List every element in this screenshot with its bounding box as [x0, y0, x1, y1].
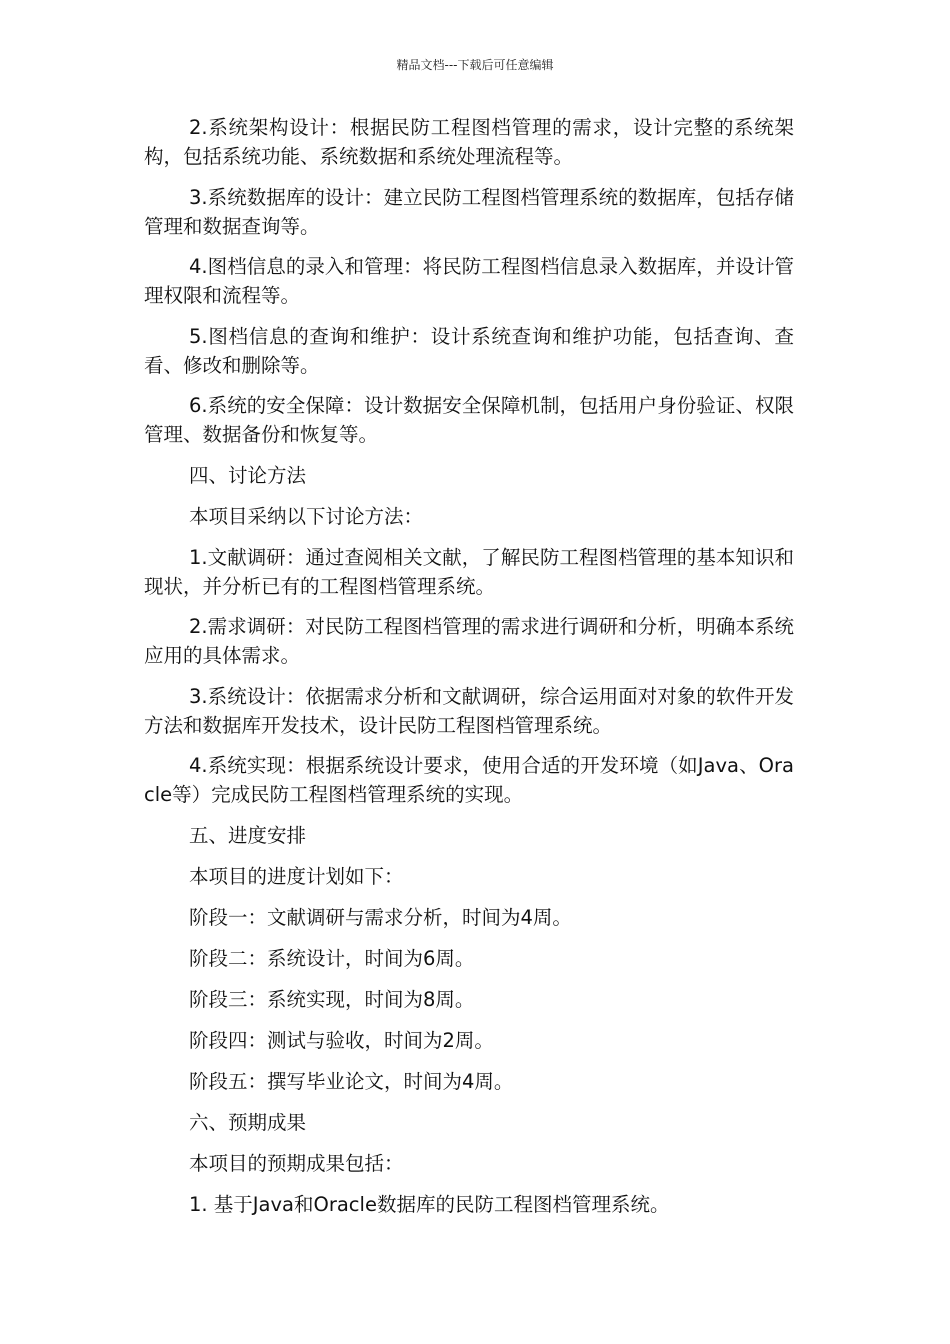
paragraph-outcomes-intro: 本项目的预期成果包括：: [189, 1151, 404, 1175]
schedule-stage-5: 阶段五：撰写毕业论文，时间为4周。: [189, 1069, 514, 1093]
section-heading-schedule: 五、进度安排: [189, 823, 307, 847]
schedule-stage-2: 阶段二：系统设计，时间为6周。: [189, 946, 475, 970]
paragraph-literature-review: 1.文献调研：通过查阅相关文献，了解民防工程图档管理的基本知识和现状，并分析已有的工程图档管理系统。: [144, 545, 794, 598]
schedule-stage-4: 阶段四：测试与验收，时间为2周。: [189, 1028, 494, 1052]
paragraph-system-implementation: 4.系统实现：根据系统设计要求，使用合适的开发环境（如Java、Oracle等）完成民防工程图档管理系统的实现。: [144, 754, 794, 806]
outcome-item-1: 1. 基于Java和Oracle数据库的民防工程图档管理系统。: [189, 1192, 670, 1216]
paragraph-schedule-intro: 本项目的进度计划如下：: [189, 864, 404, 888]
paragraph-requirements-research: 2.需求调研：对民防工程图档管理的需求进行调研和分析，明确本系统应用的具体需求。: [144, 615, 794, 667]
section-heading-methods: 四、讨论方法: [189, 463, 307, 487]
document-body: [144, 113, 794, 1231]
paragraph-query-maintenance: 5.图档信息的查询和维护：设计系统查询和维护功能，包括查询、查看、修改和删除等。: [144, 324, 794, 377]
paragraph-system-architecture: 2.系统架构设计：根据民防工程图档管理的需求，设计完整的系统架构，包括系统功能、系统数据和系统处理流程等。: [144, 116, 794, 168]
page-header: 精品文档---下载后可任意编辑: [396, 58, 554, 72]
paragraph-system-design: 3.系统设计：依据需求分析和文献调研，综合运用面对对象的软件开发方法和数据库开发技术，设计民防工程图档管理系统。: [144, 684, 794, 737]
paragraph-data-entry: 4.图档信息的录入和管理：将民防工程图档信息录入数据库，并设计管理权限和流程等。: [144, 255, 794, 307]
schedule-stage-1: 阶段一：文献调研与需求分析，时间为4周。: [189, 905, 572, 929]
paragraph-database-design: 3.系统数据库的设计：建立民防工程图档管理系统的数据库，包括存储管理和数据查询等。: [144, 185, 794, 238]
paragraph-security: 6.系统的安全保障：设计数据安全保障机制，包括用户身份验证、权限管理、数据备份和恢复等。: [144, 394, 794, 446]
section-heading-outcomes: 六、预期成果: [189, 1110, 307, 1134]
paragraph-methods-intro: 本项目采纳以下讨论方法：: [189, 504, 424, 528]
schedule-stage-3: 阶段三：系统实现，时间为8周。: [189, 987, 475, 1011]
